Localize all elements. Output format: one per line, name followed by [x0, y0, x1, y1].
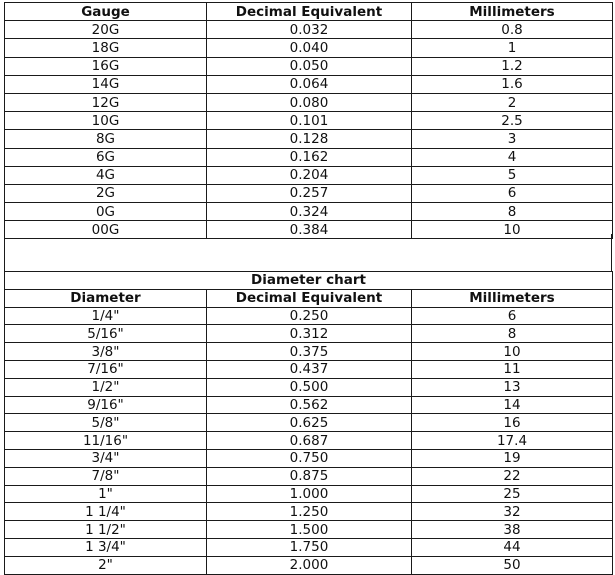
- gauge-cell: 20G: [5, 21, 207, 39]
- millimeters-cell: 6: [412, 307, 613, 325]
- diameter-cell: 5/8": [5, 414, 207, 432]
- diameter-row: [5, 556, 613, 574]
- millimeters-cell: 6: [412, 184, 613, 202]
- millimeters-cell: 25: [412, 485, 613, 503]
- section-spacer: [4, 234, 612, 271]
- decimal-cell: 0.204: [207, 166, 412, 184]
- gauge-row: [5, 39, 613, 57]
- gauge-table-body: [5, 21, 613, 239]
- millimeters-cell: 1: [412, 39, 613, 57]
- gauge-table: [4, 2, 613, 239]
- millimeters-cell: 3: [412, 130, 613, 148]
- diameter-cell: 1/2": [5, 378, 207, 396]
- gauge-row: [5, 93, 613, 111]
- gauge-cell: 6G: [5, 148, 207, 166]
- diameter-row: [5, 343, 613, 361]
- diameter-table-body: [5, 307, 613, 574]
- diameter-cell: 7/16": [5, 360, 207, 378]
- diameter-cell: 3/4": [5, 449, 207, 467]
- diameter-row: [5, 307, 613, 325]
- decimal-cell: 0.101: [207, 112, 412, 130]
- millimeters-cell: 8: [412, 203, 613, 221]
- diameter-cell: 1/4": [5, 307, 207, 325]
- gauge-column-header: Gauge: [5, 3, 207, 21]
- decimal-cell: 0.324: [207, 203, 412, 221]
- decimal-cell: 0.625: [207, 414, 412, 432]
- millimeters-cell: 19: [412, 449, 613, 467]
- gauge-header-row: [5, 3, 613, 21]
- decimal-cell: 0.250: [207, 307, 412, 325]
- gauge-row: [5, 203, 613, 221]
- diameter-chart-title: Diameter chart: [5, 272, 613, 290]
- gauge-cell: 8G: [5, 130, 207, 148]
- gauge-row: [5, 112, 613, 130]
- decimal-cell: 0.875: [207, 467, 412, 485]
- decimal-cell: 2.000: [207, 556, 412, 574]
- decimal-cell: 0.257: [207, 184, 412, 202]
- diameter-cell: 2": [5, 556, 207, 574]
- diameter-header-row: [5, 289, 613, 307]
- decimal-cell: 0.312: [207, 325, 412, 343]
- diameter-row: [5, 449, 613, 467]
- diameter-row: [5, 396, 613, 414]
- gauge-cell: 4G: [5, 166, 207, 184]
- diameter-row: [5, 538, 613, 556]
- decimal-cell: 0.032: [207, 21, 412, 39]
- decimal-cell: 1.750: [207, 538, 412, 556]
- millimeters-cell: 0.8: [412, 21, 613, 39]
- diameter-table: [4, 271, 613, 575]
- decimal-cell: 0.500: [207, 378, 412, 396]
- gauge-row: [5, 148, 613, 166]
- diameter-row: [5, 414, 613, 432]
- decimal-cell: 0.162: [207, 148, 412, 166]
- gauge-row: [5, 166, 613, 184]
- decimal-cell: 1.250: [207, 503, 412, 521]
- gauge-row: [5, 75, 613, 93]
- decimal-cell: 1.500: [207, 521, 412, 539]
- gauge-cell: 16G: [5, 57, 207, 75]
- gauge-cell: 2G: [5, 184, 207, 202]
- decimal-cell: 0.750: [207, 449, 412, 467]
- millimeters-cell: 1.2: [412, 57, 613, 75]
- millimeters-cell: 1.6: [412, 75, 613, 93]
- diameter-row: [5, 467, 613, 485]
- millimeters-cell: 2: [412, 93, 613, 111]
- decimal-cell: 0.128: [207, 130, 412, 148]
- decimal-column-header: Decimal Equivalent: [207, 289, 412, 307]
- diameter-cell: 5/16": [5, 325, 207, 343]
- decimal-cell: 0.050: [207, 57, 412, 75]
- gauge-row: [5, 21, 613, 39]
- millimeters-cell: 16: [412, 414, 613, 432]
- millimeters-cell: 17.4: [412, 432, 613, 450]
- diameter-cell: 1 1/4": [5, 503, 207, 521]
- decimal-cell: 0.437: [207, 360, 412, 378]
- decimal-cell: 1.000: [207, 485, 412, 503]
- diameter-cell: 1 1/2": [5, 521, 207, 539]
- millimeters-cell: 8: [412, 325, 613, 343]
- diameter-cell: 1": [5, 485, 207, 503]
- diameter-row: [5, 503, 613, 521]
- millimeters-cell: 22: [412, 467, 613, 485]
- millimeters-column-header: Millimeters: [412, 289, 613, 307]
- diameter-cell: 11/16": [5, 432, 207, 450]
- gauge-cell: 10G: [5, 112, 207, 130]
- decimal-column-header: Decimal Equivalent: [207, 3, 412, 21]
- gauge-cell: 14G: [5, 75, 207, 93]
- diameter-row: [5, 432, 613, 450]
- diameter-row: [5, 378, 613, 396]
- decimal-cell: 0.384: [207, 221, 412, 239]
- gauge-row: [5, 130, 613, 148]
- diameter-cell: 3/8": [5, 343, 207, 361]
- millimeters-column-header: Millimeters: [412, 3, 613, 21]
- millimeters-cell: 11: [412, 360, 613, 378]
- millimeters-cell: 5: [412, 166, 613, 184]
- millimeters-cell: 38: [412, 521, 613, 539]
- diameter-cell: 1 3/4": [5, 538, 207, 556]
- gauge-row: [5, 184, 613, 202]
- decimal-cell: 0.064: [207, 75, 412, 93]
- diameter-column-header: Diameter: [5, 289, 207, 307]
- millimeters-cell: 50: [412, 556, 613, 574]
- diameter-cell: 7/8": [5, 467, 207, 485]
- millimeters-cell: 4: [412, 148, 613, 166]
- millimeters-cell: 32: [412, 503, 613, 521]
- gauge-cell: 12G: [5, 93, 207, 111]
- gauge-cell: 00G: [5, 221, 207, 239]
- diameter-cell: 9/16": [5, 396, 207, 414]
- millimeters-cell: 2.5: [412, 112, 613, 130]
- millimeters-cell: 10: [412, 221, 613, 239]
- gauge-row: [5, 57, 613, 75]
- diameter-row: [5, 325, 613, 343]
- diameter-row: [5, 521, 613, 539]
- millimeters-cell: 13: [412, 378, 613, 396]
- diameter-row: [5, 485, 613, 503]
- millimeters-cell: 44: [412, 538, 613, 556]
- millimeters-cell: 14: [412, 396, 613, 414]
- decimal-cell: 0.040: [207, 39, 412, 57]
- decimal-cell: 0.562: [207, 396, 412, 414]
- decimal-cell: 0.687: [207, 432, 412, 450]
- decimal-cell: 0.080: [207, 93, 412, 111]
- gauge-cell: 18G: [5, 39, 207, 57]
- gauge-cell: 0G: [5, 203, 207, 221]
- millimeters-cell: 10: [412, 343, 613, 361]
- decimal-cell: 0.375: [207, 343, 412, 361]
- diameter-row: [5, 360, 613, 378]
- diameter-title-row: [5, 272, 613, 290]
